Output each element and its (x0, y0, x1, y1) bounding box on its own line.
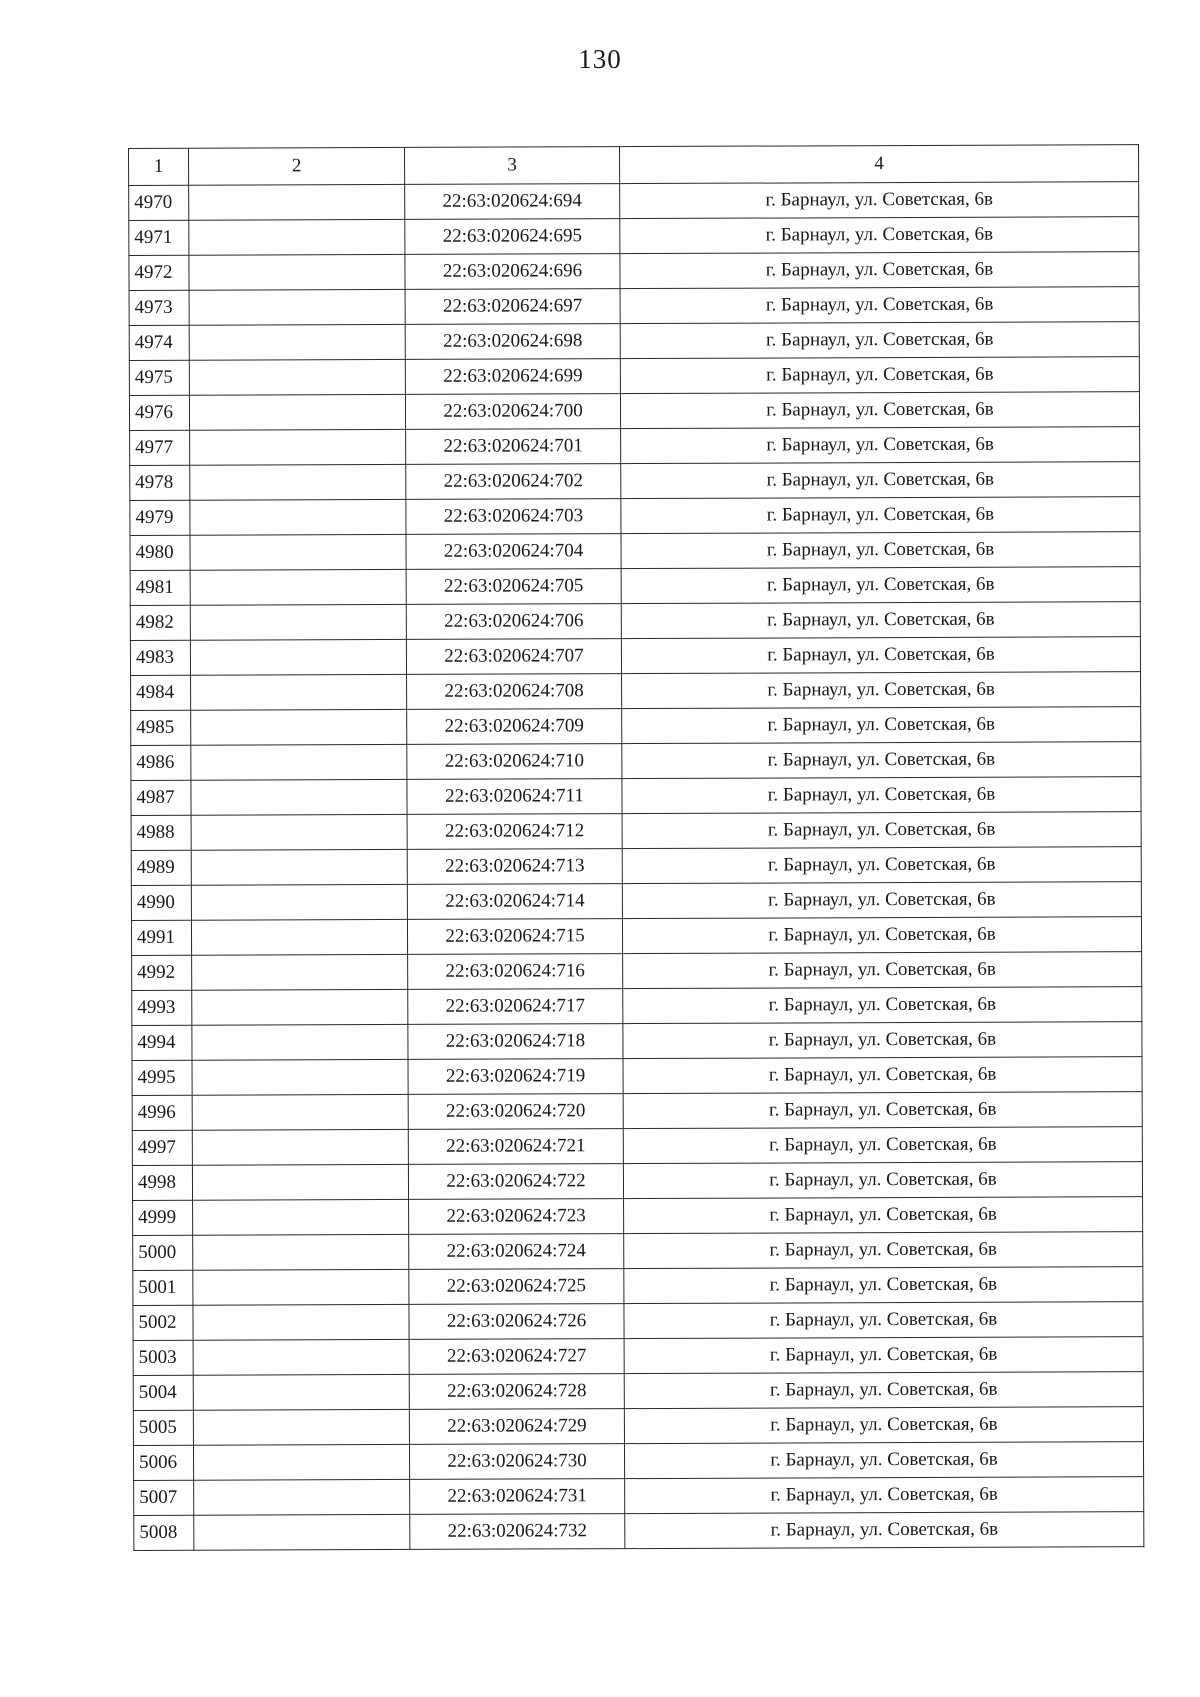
row-number-cell: 5003 (133, 1340, 193, 1375)
col2-cell (189, 289, 405, 325)
col2-cell (190, 429, 406, 465)
col2-cell (192, 1059, 408, 1095)
row-number-cell: 5004 (133, 1375, 193, 1410)
col2-cell (192, 1024, 408, 1060)
cadastral-number-cell: 22:63:020624:726 (409, 1304, 624, 1340)
table-row (132, 1127, 1142, 1166)
cadastral-number-cell: 22:63:020624:715 (407, 919, 622, 955)
row-number-cell: 4983 (130, 640, 190, 675)
table-row (132, 1092, 1142, 1131)
table-row (131, 812, 1141, 851)
cadastral-number-cell: 22:63:020624:720 (408, 1094, 623, 1130)
address-cell: г. Барнаул, ул. Советская, 6в (622, 917, 1141, 954)
row-number-cell: 4995 (132, 1060, 192, 1095)
address-cell: г. Барнаул, ул. Советская, 6в (623, 1057, 1142, 1094)
col2-cell (189, 254, 405, 290)
table-row (130, 532, 1140, 571)
table-row (129, 182, 1139, 221)
cadastral-number-cell: 22:63:020624:710 (407, 744, 622, 780)
cadastral-number-cell: 22:63:020624:709 (407, 709, 622, 745)
col2-cell (189, 184, 405, 220)
cadastral-number-cell: 22:63:020624:704 (406, 534, 621, 570)
row-number-cell: 4984 (131, 675, 191, 710)
table-row (133, 1337, 1143, 1376)
address-cell: г. Барнаул, ул. Советская, 6в (622, 882, 1141, 919)
row-number-cell: 5006 (133, 1445, 193, 1480)
address-cell: г. Барнаул, ул. Советская, 6в (620, 217, 1139, 254)
address-cell: г. Барнаул, ул. Советская, 6в (622, 812, 1141, 849)
row-number-cell: 5005 (133, 1410, 193, 1445)
row-number-cell: 4997 (132, 1130, 192, 1165)
col2-cell (191, 849, 407, 885)
address-cell: г. Барнаул, ул. Советская, 6в (624, 1337, 1143, 1374)
address-cell: г. Барнаул, ул. Советская, 6в (624, 1197, 1143, 1234)
cadastral-number-cell: 22:63:020624:699 (405, 359, 620, 395)
row-number-cell: 4991 (131, 920, 191, 955)
col2-cell (189, 324, 405, 360)
table-row (131, 742, 1141, 781)
col2-cell (193, 1304, 409, 1340)
address-cell: г. Барнаул, ул. Советская, 6в (624, 1267, 1143, 1304)
table-row (130, 427, 1140, 466)
col2-cell (192, 1094, 408, 1130)
row-number-cell: 4978 (130, 465, 190, 500)
row-number-cell: 4988 (131, 815, 191, 850)
table-row (130, 462, 1140, 501)
col2-cell (190, 464, 406, 500)
col2-cell (192, 989, 408, 1025)
cadastral-number-cell: 22:63:020624:730 (409, 1444, 624, 1480)
cadastral-number-cell: 22:63:020624:702 (406, 464, 621, 500)
cadastral-number-cell: 22:63:020624:718 (408, 1024, 623, 1060)
row-number-cell: 4994 (132, 1025, 192, 1060)
address-cell: г. Барнаул, ул. Советская, 6в (622, 742, 1141, 779)
table-row (134, 1477, 1144, 1516)
address-cell: г. Барнаул, ул. Советская, 6в (623, 1092, 1142, 1129)
address-cell: г. Барнаул, ул. Советская, 6в (621, 497, 1140, 534)
page-number: 130 (578, 44, 622, 74)
cadastral-number-cell: 22:63:020624:708 (407, 674, 622, 710)
address-cell: г. Барнаул, ул. Советская, 6в (621, 637, 1140, 674)
col2-cell (191, 884, 407, 920)
row-number-cell: 4989 (131, 850, 191, 885)
cadastral-number-cell: 22:63:020624:723 (409, 1199, 624, 1235)
col2-cell (189, 394, 405, 430)
cadastral-number-cell: 22:63:020624:717 (408, 989, 623, 1025)
table-row (131, 707, 1141, 746)
col2-cell (192, 1164, 408, 1200)
table-row (129, 392, 1139, 431)
col2-cell (190, 569, 406, 605)
row-number-cell: 5007 (134, 1480, 194, 1515)
table-row (132, 1057, 1142, 1096)
cadastral-number-cell: 22:63:020624:697 (405, 289, 620, 325)
table-header (129, 145, 1139, 186)
table-row (133, 1267, 1143, 1306)
col2-cell (193, 1444, 409, 1480)
row-number-cell: 4974 (129, 325, 189, 360)
table-row (131, 882, 1141, 921)
col2-cell (194, 1479, 410, 1515)
address-cell: г. Барнаул, ул. Советская, 6в (625, 1477, 1144, 1514)
row-number-cell: 4992 (132, 955, 192, 990)
header-col-2: 2 (189, 147, 405, 185)
table-row (129, 217, 1139, 256)
header-row (129, 145, 1139, 186)
cadastral-number-cell: 22:63:020624:696 (405, 254, 620, 290)
table-row (134, 1512, 1144, 1551)
col2-cell (194, 1514, 410, 1550)
header-col-1: 1 (129, 148, 189, 185)
cadastral-number-cell: 22:63:020624:707 (406, 639, 621, 675)
address-cell: г. Барнаул, ул. Советская, 6в (624, 1407, 1143, 1444)
cadastral-number-cell: 22:63:020624:701 (406, 429, 621, 465)
col2-cell (192, 954, 408, 990)
cadastral-number-cell: 22:63:020624:725 (409, 1269, 624, 1305)
address-cell: г. Барнаул, ул. Советская, 6в (623, 1162, 1142, 1199)
table-row (131, 847, 1141, 886)
table-row (132, 1162, 1142, 1201)
address-cell: г. Барнаул, ул. Советская, 6в (620, 287, 1139, 324)
table-row (133, 1407, 1143, 1446)
col2-cell (193, 1339, 409, 1375)
row-number-cell: 4986 (131, 745, 191, 780)
row-number-cell: 4979 (130, 500, 190, 535)
row-number-cell: 4996 (132, 1095, 192, 1130)
col2-cell (193, 1374, 409, 1410)
address-cell: г. Барнаул, ул. Советская, 6в (622, 847, 1141, 884)
row-number-cell: 4998 (132, 1165, 192, 1200)
address-cell: г. Барнаул, ул. Советская, 6в (620, 182, 1139, 219)
col2-cell (190, 604, 406, 640)
cadastral-number-cell: 22:63:020624:719 (408, 1059, 623, 1095)
address-cell: г. Барнаул, ул. Советская, 6в (624, 1372, 1143, 1409)
table-row (131, 672, 1141, 711)
cadastral-number-cell: 22:63:020624:695 (405, 219, 620, 255)
table-row (132, 952, 1142, 991)
address-cell: г. Барнаул, ул. Советская, 6в (621, 602, 1140, 639)
col2-cell (192, 1129, 408, 1165)
address-cell: г. Барнаул, ул. Советская, 6в (620, 252, 1139, 289)
cadastral-number-cell: 22:63:020624:732 (410, 1514, 625, 1550)
cadastral-number-cell: 22:63:020624:703 (406, 499, 621, 535)
cadastral-number-cell: 22:63:020624:724 (409, 1234, 624, 1270)
address-cell: г. Барнаул, ул. Советская, 6в (623, 952, 1142, 989)
table-row (129, 252, 1139, 291)
col2-cell (191, 674, 407, 710)
row-number-cell: 4993 (132, 990, 192, 1025)
table-row (129, 287, 1139, 326)
address-cell: г. Барнаул, ул. Советская, 6в (622, 707, 1141, 744)
address-cell: г. Барнаул, ул. Советская, 6в (621, 427, 1140, 464)
col2-cell (191, 814, 407, 850)
col2-cell (191, 744, 407, 780)
table-row (133, 1232, 1143, 1271)
cadastral-number-cell: 22:63:020624:714 (407, 884, 622, 920)
cadastral-number-cell: 22:63:020624:713 (407, 849, 622, 885)
col2-cell (193, 1409, 409, 1445)
address-cell: г. Барнаул, ул. Советская, 6в (620, 392, 1139, 429)
address-cell: г. Барнаул, ул. Советская, 6в (623, 1022, 1142, 1059)
address-cell: г. Барнаул, ул. Советская, 6в (623, 1127, 1142, 1164)
row-number-cell: 4982 (130, 605, 190, 640)
address-cell: г. Барнаул, ул. Советская, 6в (622, 672, 1141, 709)
row-number-cell: 4980 (130, 535, 190, 570)
col2-cell (193, 1199, 409, 1235)
table-row (133, 1442, 1143, 1481)
row-number-cell: 5000 (133, 1235, 193, 1270)
cadastral-number-cell: 22:63:020624:706 (406, 604, 621, 640)
cadastral-number-cell: 22:63:020624:700 (405, 394, 620, 430)
address-cell: г. Барнаул, ул. Советская, 6в (622, 777, 1141, 814)
address-cell: г. Барнаул, ул. Советская, 6в (625, 1512, 1144, 1549)
col2-cell (190, 534, 406, 570)
address-cell: г. Барнаул, ул. Советская, 6в (620, 357, 1139, 394)
col2-cell (191, 919, 407, 955)
table-row (131, 917, 1141, 956)
row-number-cell: 4999 (133, 1200, 193, 1235)
cadastral-number-cell: 22:63:020624:716 (408, 954, 623, 990)
col2-cell (193, 1269, 409, 1305)
cadastral-number-cell: 22:63:020624:727 (409, 1339, 624, 1375)
table-row (130, 602, 1140, 641)
table-row (132, 987, 1142, 1026)
register-table (128, 144, 1144, 1551)
col2-cell (191, 709, 407, 745)
cadastral-number-cell: 22:63:020624:698 (405, 324, 620, 360)
address-cell: г. Барнаул, ул. Советская, 6в (621, 462, 1140, 499)
table-row (130, 567, 1140, 606)
table-row (133, 1302, 1143, 1341)
address-cell: г. Барнаул, ул. Советская, 6в (623, 987, 1142, 1024)
table-row (130, 497, 1140, 536)
address-cell: г. Барнаул, ул. Советская, 6в (621, 567, 1140, 604)
col2-cell (193, 1234, 409, 1270)
table-row (133, 1197, 1143, 1236)
row-number-cell: 4970 (129, 185, 189, 220)
col2-cell (189, 359, 405, 395)
table-row (130, 637, 1140, 676)
row-number-cell: 4987 (131, 780, 191, 815)
cadastral-number-cell: 22:63:020624:722 (408, 1164, 623, 1200)
address-cell: г. Барнаул, ул. Советская, 6в (620, 322, 1139, 359)
table-row (131, 777, 1141, 816)
header-col-4: 4 (619, 145, 1138, 184)
row-number-cell: 4975 (129, 360, 189, 395)
cadastral-number-cell: 22:63:020624:721 (408, 1129, 623, 1165)
cadastral-number-cell: 22:63:020624:712 (407, 814, 622, 850)
table-body (129, 182, 1144, 1551)
row-number-cell: 4971 (129, 220, 189, 255)
row-number-cell: 4976 (129, 395, 189, 430)
cadastral-number-cell: 22:63:020624:728 (409, 1374, 624, 1410)
col2-cell (190, 499, 406, 535)
row-number-cell: 5001 (133, 1270, 193, 1305)
address-cell: г. Барнаул, ул. Советская, 6в (621, 532, 1140, 569)
row-number-cell: 4981 (130, 570, 190, 605)
row-number-cell: 4977 (130, 430, 190, 465)
row-number-cell: 4972 (129, 255, 189, 290)
table-row (129, 322, 1139, 361)
row-number-cell: 5002 (133, 1305, 193, 1340)
cadastral-number-cell: 22:63:020624:705 (406, 569, 621, 605)
row-number-cell: 4973 (129, 290, 189, 325)
row-number-cell: 5008 (134, 1515, 194, 1550)
table-row (129, 357, 1139, 396)
table-row (132, 1022, 1142, 1061)
cadastral-number-cell: 22:63:020624:694 (405, 184, 620, 220)
col2-cell (189, 219, 405, 255)
row-number-cell: 4985 (131, 710, 191, 745)
address-cell: г. Барнаул, ул. Советская, 6в (624, 1232, 1143, 1269)
table-row (133, 1372, 1143, 1411)
address-cell: г. Барнаул, ул. Советская, 6в (624, 1302, 1143, 1339)
cadastral-number-cell: 22:63:020624:731 (410, 1479, 625, 1515)
header-col-3: 3 (404, 147, 619, 185)
cadastral-number-cell: 22:63:020624:729 (409, 1409, 624, 1445)
row-number-cell: 4990 (131, 885, 191, 920)
col2-cell (191, 779, 407, 815)
col2-cell (190, 639, 406, 675)
address-cell: г. Барнаул, ул. Советская, 6в (624, 1442, 1143, 1479)
cadastral-number-cell: 22:63:020624:711 (407, 779, 622, 815)
